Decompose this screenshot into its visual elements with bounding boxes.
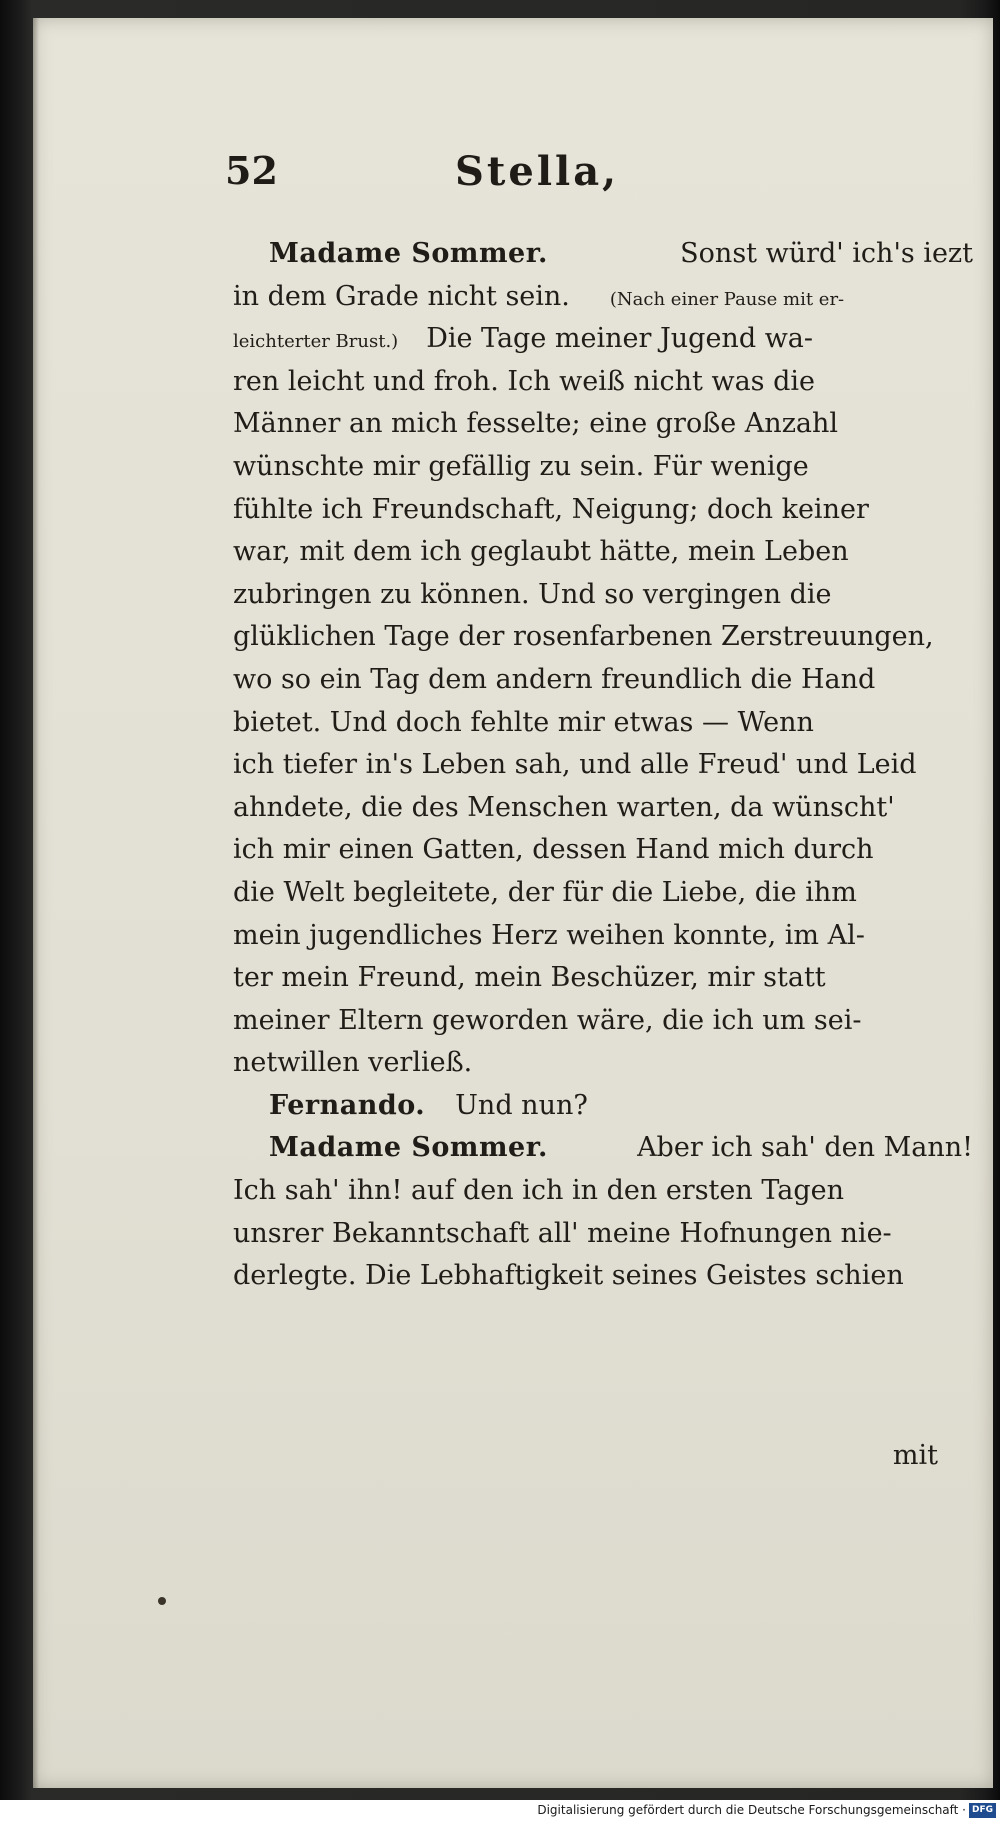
book-page (33, 18, 993, 1788)
page-number: 52 (225, 148, 278, 193)
line-text: derlegte. Die Lebhaftigkeit seines Geistes schien (233, 1260, 904, 1292)
ink-speck (158, 1597, 166, 1605)
text-line (233, 744, 973, 787)
text-line (233, 616, 973, 659)
line-text: ter mein Freund, mein Beschüzer, mir statt (233, 962, 826, 994)
line-text: glüklichen Tage der rosenfarbenen Zerstreuungen, (233, 621, 934, 653)
text-line (233, 829, 973, 872)
funding-credit: Digitalisierung gefördert durch die Deutsche Forschungsgemeinschaft · (537, 1803, 966, 1817)
line-text: Ich sah' ihn! auf den ich in den ersten Tagen (233, 1175, 845, 1207)
page-edge-shadow (33, 18, 39, 1788)
text-line (233, 1127, 973, 1170)
speaker-name: Madame Sommer. (269, 238, 548, 269)
text-line (233, 446, 973, 489)
footer (0, 1800, 1000, 1822)
text-block (233, 233, 973, 1298)
speaker-name: Madame Sommer. (269, 1132, 548, 1164)
speaker-name: Fernando. (269, 1089, 426, 1121)
text-line (233, 1000, 973, 1043)
line-text: Sonst würd' ich's iezt (680, 238, 973, 269)
line-text: Aber ich sah' den Mann! (637, 1132, 973, 1164)
page-header (225, 148, 845, 218)
line-text: mein jugendliches Herz weihen konnte, im Al- (233, 919, 865, 951)
text-line (233, 403, 973, 446)
line-text: ich tiefer in's Leben sah, und alle Freud' und Leid (233, 749, 917, 781)
line-text: ren leicht und froh. Ich weiß nicht was die (233, 365, 816, 397)
line-text: wo so ein Tag dem andern freundlich die Hand (233, 663, 876, 695)
text-line (233, 1085, 973, 1128)
line-text: in dem Grade nicht sein. (233, 280, 570, 312)
text-line (233, 872, 973, 915)
text-line (233, 318, 973, 361)
running-title: Stella, (455, 148, 620, 195)
text-line (233, 1170, 973, 1213)
line-text: netwillen verließ. (233, 1047, 473, 1079)
line-text: unsrer Bekanntschaft all' meine Hofnungen nie- (233, 1217, 892, 1249)
text-line (233, 233, 973, 276)
line-text: Die Tage meiner Jugend wa- (426, 323, 814, 355)
text-line (233, 915, 973, 958)
text-line (233, 659, 973, 702)
text-line (233, 957, 973, 1000)
text-line (233, 1255, 973, 1298)
stage-direction: (Nach einer Pause mit er- (609, 288, 845, 310)
line-text: ahndete, die des Menschen warten, da wünscht' (233, 791, 895, 823)
text-line (233, 276, 973, 319)
text-line (233, 574, 973, 617)
line-text: wünschte mir gefällig zu sein. Für wenige (233, 450, 809, 482)
text-line (233, 489, 973, 532)
text-line (233, 1042, 973, 1085)
text-line (233, 787, 973, 830)
catchword: mit (892, 1440, 938, 1471)
line-text: Männer an mich fesselte; eine große Anzahl (233, 408, 839, 440)
text-line (233, 702, 973, 745)
line-text: die Welt begleitete, der für die Liebe, die ihm (233, 876, 857, 908)
line-text: fühlte ich Freundschaft, Neigung; doch keiner (233, 493, 869, 525)
text-line (233, 361, 973, 404)
line-text: meiner Eltern geworden wäre, die ich um sei- (233, 1004, 862, 1036)
line-text: war, mit dem ich geglaubt hätte, mein Leben (233, 536, 849, 568)
text-line (233, 1213, 973, 1256)
line-text: zubringen zu können. Und so vergingen die (233, 578, 832, 610)
stage-direction: leichterter Brust.) (233, 331, 399, 353)
text-line (233, 531, 973, 574)
line-text: bietet. Und doch fehlte mir etwas — Wenn (233, 706, 814, 738)
dfg-logo: DFG (969, 1803, 996, 1818)
line-text: ich mir einen Gatten, dessen Hand mich durch (233, 834, 874, 866)
line-text: Und nun? (455, 1089, 588, 1121)
